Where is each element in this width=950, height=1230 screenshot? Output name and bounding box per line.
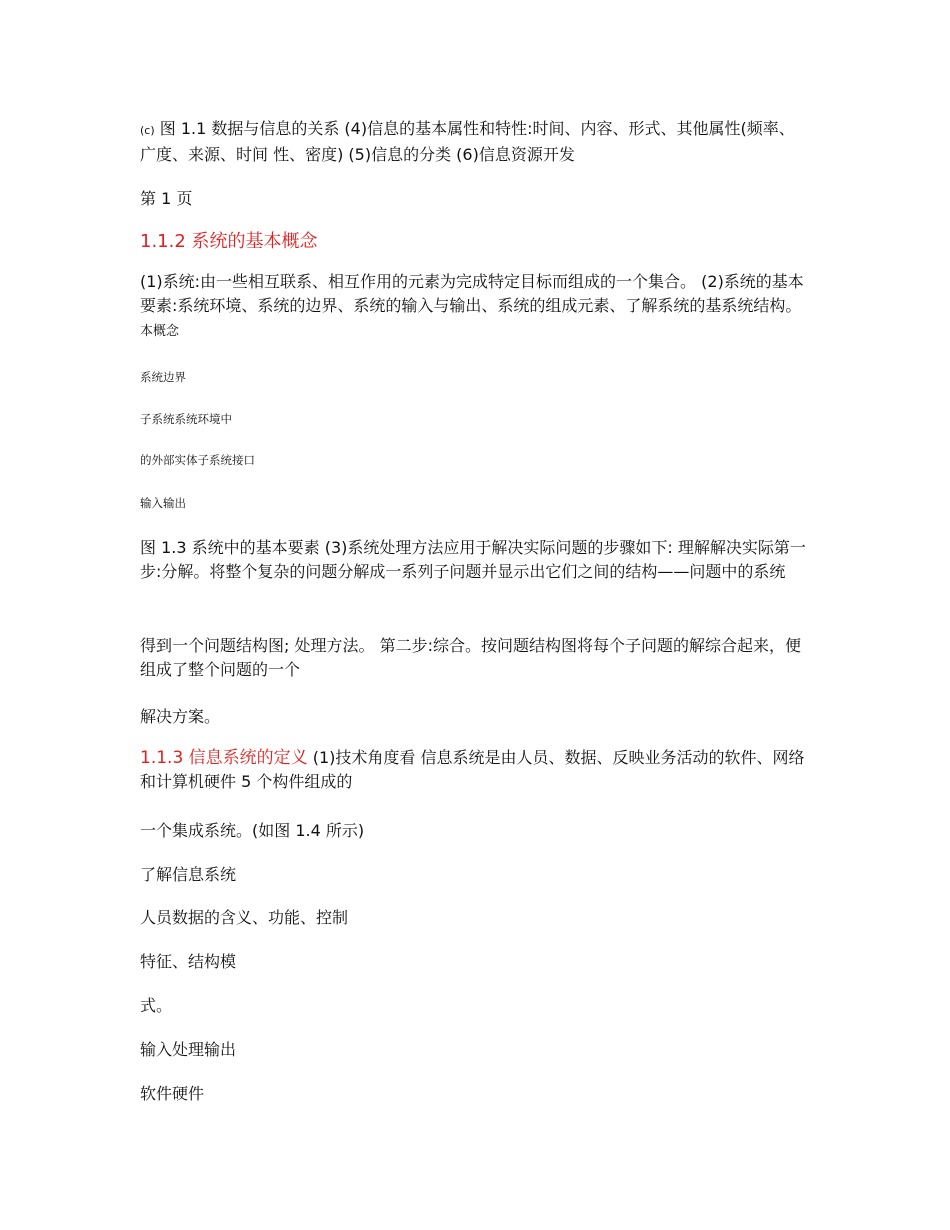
line-software-hardware: 软件硬件 bbox=[140, 1084, 205, 1103]
line-people-data: 人员数据的含义、功能、控制 bbox=[140, 908, 349, 927]
line-mode: 式。 bbox=[140, 996, 173, 1015]
paragraph-system-concept bbox=[140, 270, 810, 342]
diagram-label-io: 输入输出 bbox=[140, 496, 186, 510]
diagram-label-boundary: 系统边界 bbox=[140, 370, 186, 384]
line-io-process: 输入处理输出 bbox=[140, 1040, 237, 1059]
page-number: 第 1 页 bbox=[140, 189, 193, 208]
paragraph-integrated-system: 一个集成系统。(如图 1.4 所示) bbox=[140, 821, 365, 840]
paragraph-tail: 本概念 bbox=[140, 324, 180, 339]
section-heading-1-1-2: 1.1.2 系统的基本概念 bbox=[140, 231, 318, 252]
paragraph-section-1-1-3 bbox=[140, 746, 810, 794]
diagram-label-subsystem-env: 子系统系统环境中 bbox=[140, 412, 232, 426]
paragraph-step-two: 得到一个问题结构图; 处理方法。 第二步:综合。按问题结构图将每个子问题的解综合起来，便组成了整个问题的一个 bbox=[140, 636, 801, 679]
paragraph-text: (1)系统:由一些相互联系、相互作用的元素为完成特定目标而组成的一个集合。 (2)系统的基本要素:系统环境、系统的边界、系统的输入与输出、系统的组成元素、了解系统的基系统结构。 bbox=[140, 272, 804, 315]
paragraph-data-info bbox=[140, 117, 810, 167]
paragraph-fig-1-3: 图 1.3 系统中的基本要素 (3)系统处理方法应用于解决实际问题的步骤如下: 理解解决实际第一步:分解。将整个复杂的问题分解成一系列子问题并显示出它们之间的结构——问题中的系统 bbox=[140, 538, 806, 581]
paragraph-prefix: (c) bbox=[140, 124, 155, 137]
paragraph-text: (1)技术角度看 信息系统是由人员、数据、反映业务活动的软件、网络和计算机硬件 5 个构件组成的 bbox=[140, 748, 805, 791]
diagram-label-external-entity: 的外部实体子系统接口 bbox=[140, 453, 255, 467]
section-heading-1-1-3: 1.1.3 信息系统的定义 bbox=[140, 748, 308, 768]
line-features: 特征、结构模 bbox=[140, 952, 237, 971]
line-understand-is: 了解信息系统 bbox=[140, 865, 237, 884]
paragraph-solution: 解决方案。 bbox=[140, 707, 221, 726]
paragraph-text: 图 1.1 数据与信息的关系 (4)信息的基本属性和特性:时间、内容、形式、其他属性(频率、广度、来源、时间 性、密度) (5)信息的分类 (6)信息资源开发 bbox=[140, 119, 795, 164]
